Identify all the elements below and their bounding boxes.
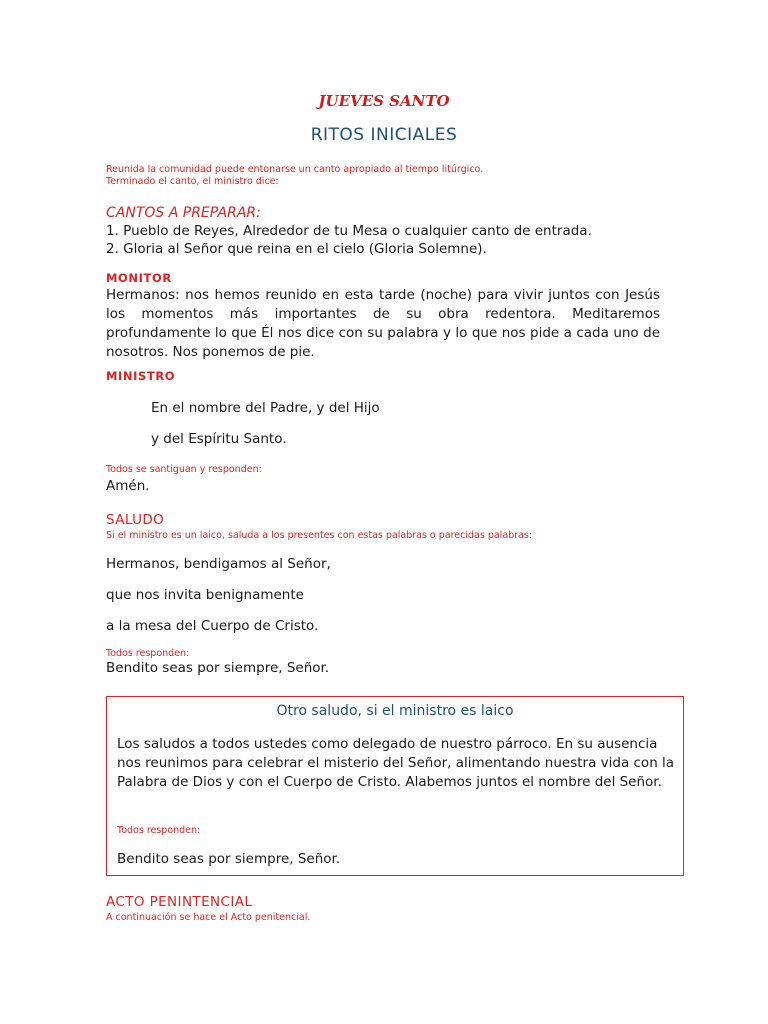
- otro-saludo-title: Otro saludo, si el ministro es laico: [276, 703, 514, 719]
- saludo-response: Bendito seas por siempre, Señor.: [106, 660, 330, 676]
- ministro-heading: MINISTRO: [106, 369, 176, 383]
- acto-heading: ACTO PENINTENCIAL: [106, 894, 253, 910]
- saludo-heading: SALUDO: [106, 512, 165, 528]
- monitor-text: Hermanos: nos hemos reunido en esta tarde (noche) para vivir juntos con Jesús los momentos más importantes de su obra redentora. Meditaremos profundamente lo que Él nos dice con su palabra y lo que nos pide a cada uno de nosotros. Nos ponemos de pie.: [106, 287, 660, 360]
- section-title: RITOS INICIALES: [310, 125, 458, 145]
- saludo-line-2: que nos invita benignamente: [106, 587, 304, 603]
- acto-rubric: A continuación se hace el Acto penitencial.: [106, 912, 311, 923]
- otro-saludo-box: [106, 696, 684, 876]
- ministro-rubric: Todos se santiguan y responden:: [106, 464, 262, 475]
- canto-item-1: 1. Pueblo de Reyes, Alrededor de tu Mesa o cualquier canto de entrada.: [106, 223, 592, 239]
- cantos-heading: CANTOS A PREPARAR:: [106, 205, 261, 221]
- saludo-rubric: Si el ministro es un laico, saluda a los presentes con estas palabras o parecidas palabras:: [106, 530, 533, 541]
- intro-rubric-2: Terminado el canto, el ministro dice:: [106, 176, 279, 187]
- intro-rubric-1: Reunida la comunidad puede entonarse un canto apropiado al tiempo litúrgico.: [106, 164, 484, 175]
- otro-saludo-text: Los saludos a todos ustedes como delegado de nuestro párroco. En su ausencia nos reunimos para celebrar el misterio del Señor, alimentando nuestra vida con la Palabra de Dios y con el Cuerpo de Cristo. Alabemos juntos el nombre del Señor.: [117, 736, 675, 790]
- saludo-line-3: a la mesa del Cuerpo de Cristo.: [106, 618, 319, 634]
- otro-saludo-responden: Todos responden:: [117, 825, 201, 836]
- saludo-line-1: Hermanos, bendigamos al Señor,: [106, 556, 331, 572]
- ministro-line-2: y del Espíritu Santo.: [151, 431, 287, 447]
- canto-item-2: 2. Gloria al Señor que reina en el cielo (Gloria Solemne).: [106, 241, 487, 257]
- monitor-heading: MONITOR: [106, 271, 172, 285]
- saludo-responden: Todos responden:: [106, 648, 190, 659]
- ministro-line-1: En el nombre del Padre, y del Hijo: [151, 400, 380, 416]
- document-title: JUEVES SANTO: [318, 92, 450, 110]
- otro-saludo-response: Bendito seas por siempre, Señor.: [117, 851, 341, 867]
- ministro-response: Amén.: [106, 478, 150, 494]
